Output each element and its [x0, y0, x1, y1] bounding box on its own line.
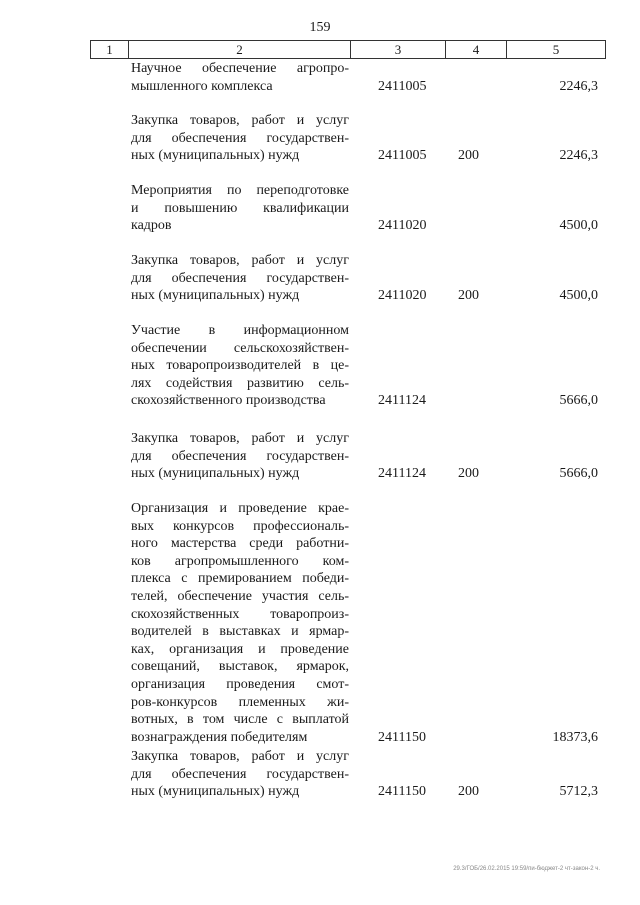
- description-line: ных товаропроизводителей в це-: [131, 358, 349, 374]
- description-line: ков агропромышленного ком-: [131, 553, 349, 569]
- column-header-2: 2: [128, 41, 350, 58]
- description-line: Организация и проведение крае-: [131, 501, 349, 516]
- description-line: для обеспечения государствен-: [131, 448, 349, 464]
- description-line: ках, организация и проведение: [131, 641, 349, 657]
- description-line: водителей в выставках и ярмар-: [131, 624, 349, 640]
- description-line: Закупка товаров, работ и услуг: [131, 749, 349, 764]
- description-line: ных (муниципальных) нужд: [131, 466, 300, 482]
- description-line: для обеспечения государствен-: [131, 270, 349, 286]
- row-code: 2411124: [378, 466, 426, 482]
- description-line: скохозяйственного производства: [131, 393, 326, 409]
- description-line: совещаний, выставок, ярмарок,: [131, 659, 349, 675]
- row-description: [131, 748, 349, 801]
- column-header-4: 4: [445, 41, 506, 58]
- row-code: 2411005: [378, 148, 427, 164]
- description-line: ных (муниципальных) нужд: [131, 784, 300, 800]
- description-line: вых конкурсов профессиональ-: [131, 518, 349, 534]
- table-header: [90, 40, 606, 59]
- column-header-1: 1: [90, 41, 128, 58]
- row-amount: 2246,3: [559, 148, 598, 164]
- row-amount: 18373,6: [552, 729, 598, 745]
- description-line: обеспечении сельскохозяйствен-: [131, 340, 349, 356]
- description-line: вотных, в том числе с выплатой: [131, 712, 349, 728]
- page-number: 159: [309, 20, 331, 35]
- row-code: 2411124: [378, 393, 426, 409]
- description-line: для обеспечения государствен-: [131, 130, 349, 146]
- row-amount: 4500,0: [559, 288, 598, 304]
- column-header-5: 5: [506, 41, 606, 58]
- description-line: телей, обеспечение участия сель-: [131, 588, 349, 604]
- description-line: Участие в информационном: [131, 323, 349, 338]
- row-description: [131, 182, 349, 235]
- description-line: Закупка товаров, работ и услуг: [131, 113, 349, 128]
- row-code: 2411020: [378, 288, 427, 304]
- row-code: 2411020: [378, 218, 427, 234]
- row-code: 2411150: [378, 784, 426, 800]
- column-header-3: 3: [350, 41, 445, 58]
- row-description: [131, 112, 349, 165]
- description-line: мышленного комплекса: [131, 78, 273, 94]
- row-amount: 5666,0: [559, 466, 598, 482]
- description-line: Научное обеспечение агропро-: [131, 61, 349, 76]
- row-code: 2411005: [378, 78, 427, 94]
- row-description: [131, 500, 349, 746]
- description-line: Закупка товаров, работ и услуг: [131, 431, 349, 446]
- footer-stamp: 29.3/ГОБ/26.02.2015 19:59/пи-бюджет-2 чт-закон-2 ч.: [453, 866, 600, 872]
- row-description: [131, 60, 349, 95]
- row-expense-type: 200: [458, 784, 479, 800]
- description-line: для обеспечения государствен-: [131, 766, 349, 782]
- row-expense-type: 200: [458, 466, 479, 482]
- row-amount: 2246,3: [559, 78, 598, 94]
- description-line: Мероприятия по переподготовке: [131, 183, 349, 198]
- description-line: ров-конкурсов племенных жи-: [131, 694, 349, 710]
- row-description: [131, 252, 349, 305]
- row-code: 2411150: [378, 729, 426, 745]
- row-description: [131, 430, 349, 483]
- description-line: лях содействия развитию сель-: [131, 375, 349, 391]
- row-description: [131, 322, 349, 410]
- row-expense-type: 200: [458, 148, 479, 164]
- row-expense-type: 200: [458, 288, 479, 304]
- description-line: вознаграждения победителям: [131, 729, 308, 745]
- description-line: организация проведения смот-: [131, 676, 349, 692]
- description-line: скохозяйственных товаропроиз-: [131, 606, 349, 622]
- description-line: и повышению квалификации: [131, 200, 349, 216]
- description-line: кадров: [131, 218, 172, 234]
- description-line: ного мастерства среди работни-: [131, 536, 349, 552]
- row-amount: 4500,0: [559, 218, 598, 234]
- row-amount: 5712,3: [559, 784, 598, 800]
- description-line: ных (муниципальных) нужд: [131, 148, 300, 164]
- description-line: Закупка товаров, работ и услуг: [131, 253, 349, 268]
- row-amount: 5666,0: [559, 393, 598, 409]
- description-line: плекса с премированием победи-: [131, 571, 349, 587]
- description-line: ных (муниципальных) нужд: [131, 288, 300, 304]
